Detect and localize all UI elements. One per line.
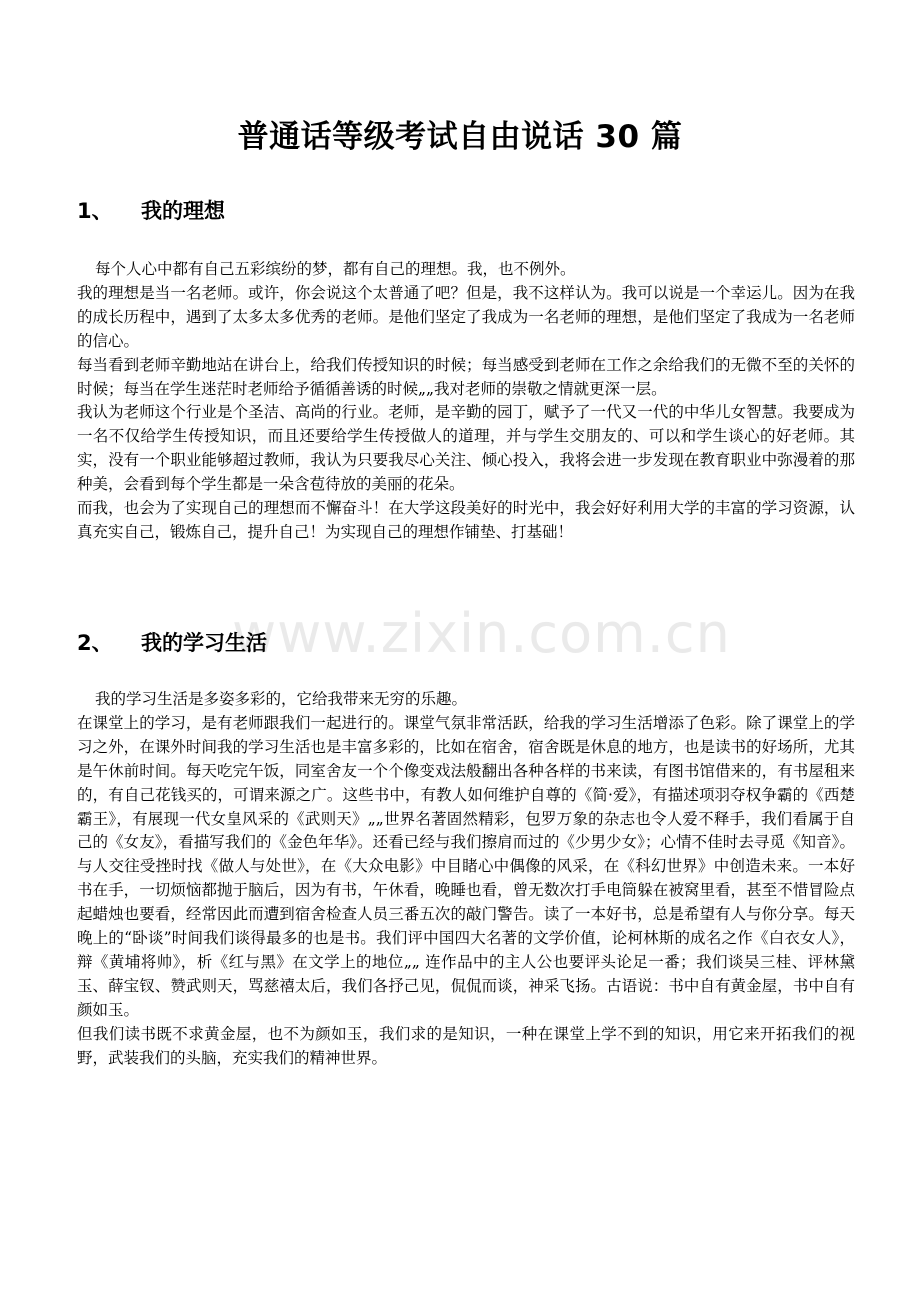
paragraph: 每个人心中都有自己五彩缤纷的梦，都有自己的理想。我，也不例外。 xyxy=(95,260,576,278)
paragraph: 我认为老师这个行业是个圣洁、高尚的行业。老师，是辛勤的园丁，赋予了一代又一代的中华儿女智慧。我要成为一名不仅给学生传授知识，而且还要给学生传授做人的道理，并与学生交朋友的、可以和学生谈心的好老师。其实，没有一个职业能够超过教师，我认为只要我尽心关注、倾心投入，我将会进一步发现在教育职业中弥漫着的那种美，会看到每个学生都是一朵含苞待放的美丽的花朵。 xyxy=(77,403,855,494)
section-title: 我的学习生活 xyxy=(141,631,267,655)
section-number: 1、 xyxy=(77,199,113,223)
section-number: 2、 xyxy=(77,631,113,655)
paragraph: 但我们读书既不求黄金屋，也不为颜如玉，我们求的是知识，一种在课堂上学不到的知识，用它来开拓我们的视野，武装我们的头脑，充实我们的精神世界。 xyxy=(77,1024,855,1067)
paragraph: 在课堂上的学习，是有老师跟我们一起进行的。课堂气氛非常活跃，给我的学习生活增添了色彩。除了课堂上的学习之外，在课外时间我的学习生活也是丰富多彩的，比如在宿舍，宿舍既是休息的地方，也是读书的好场所，尤其是午休前时间。每天吃完午饭，同室舍友一个个像变戏法般翻出各种各样的书来读，有图书馆借来的，有书屋租来的，有自己花钱买的，可谓来源之广。这些书中，有教人如何维护自尊的《简·爱》，有描述项羽夺权争霸的《西楚霸王》，有展现一代女皇风采的《武则天》„„世界名著固然精彩，包罗万象的杂志也令人爱不释手，我们看属于自己的《女友》，看描写我们的《金色年华》。还看已经与我们擦肩而过的《少男少女》；心情不佳时去寻觅《知音》。与人交往受挫时找《做人与处世》，在《大众电影》中目睹心中偶像的风采，在《科幻世界》中创造未来。一本好书在手，一切烦恼都抛于脑后，因为有书，午休看，晚睡也看，曾无数次打手电筒躲在被窝里看，甚至不惜冒险点起蜡烛也要看，经常因此而遭到宿舍检查人员三番五次的敲门警告。读了一本好书，总是希望有人与你分享。每天晚上的“卧谈”时间我们谈得最多的也是书。我们评中国四大名著的文学价值，论柯林斯的成名之作《白衣女人》，辩《黄埔将帅》，析《红与黑》在文学上的地位„„ 连作品中的主人公也要评头论足一番；我们谈吴三桂、评林黛玉、薛宝钗、赞武则天，骂慈禧太后，我们各抒己见，侃侃而谈，神采飞扬。古语说：书中自有黄金屋，书中自有颜如玉。 xyxy=(77,713,855,1019)
watermark: www.zixin.com.cn xyxy=(232,602,731,665)
section-heading xyxy=(77,628,267,658)
paragraph: 而我，也会为了实现自己的理想而不懈奋斗！在大学这段美好的时光中，我会好好利用大学的丰富的学习资源，认真充实自己，锻炼自己，提升自己！为实现自己的理想作铺垫、打基础！ xyxy=(77,499,855,541)
page-title: 普通话等级考试自由说话 30 篇 xyxy=(237,119,683,155)
section-title: 我的理想 xyxy=(141,199,225,223)
section-body xyxy=(77,688,855,1071)
paragraph: 我的理想是当一名老师。或许，你会说这个太普通了吧？但是，我不这样认为。我可以说是一个幸运儿。因为在我的成长历程中，遇到了太多太多优秀的老师。是他们坚定了我成为一名老师的理想，是他们坚定了我成为一名老师的信心。 xyxy=(77,283,855,350)
paragraph: 每当看到老师辛勤地站在讲台上，给我们传授知识的时候；每当感受到老师在工作之余给我们的无微不至的关怀的时候；每当在学生迷茫时老师给予循循善诱的时候„„我对老师的崇敬之情就更深一层。 xyxy=(77,355,855,398)
paragraph: 我的学习生活是多姿多彩的，它给我带来无穷的乐趣。 xyxy=(95,690,468,708)
section-heading xyxy=(77,196,225,226)
section-body xyxy=(77,258,855,545)
